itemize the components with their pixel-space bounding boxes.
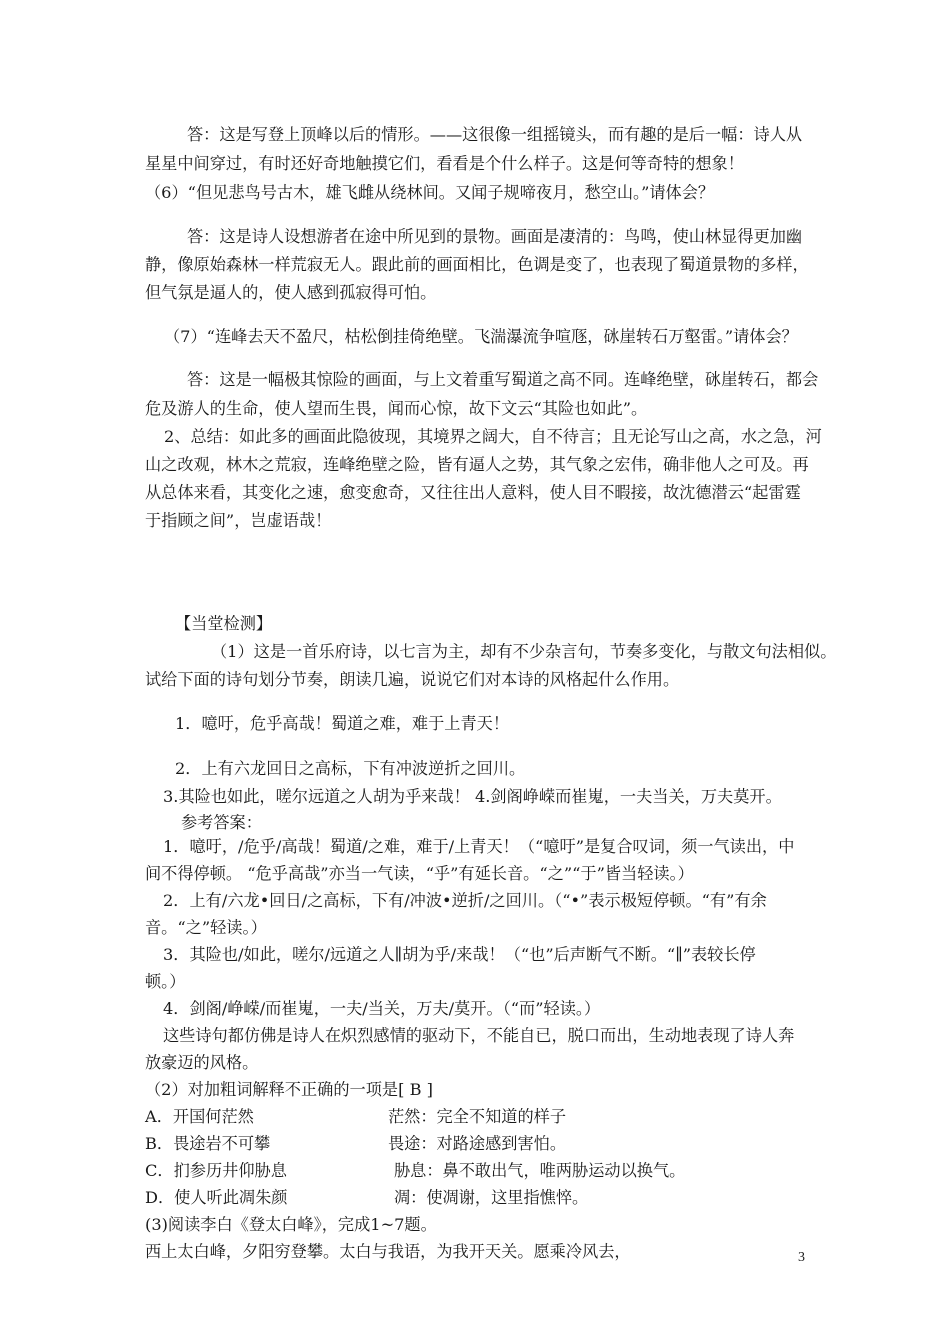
text-line: （1）这是一首乐府诗，以七言为主，却有不少杂言句，节奏多变化，与散文句法相似。 [211,642,837,661]
text-line: （7）“连峰去天不盈尺，枯松倒挂倚绝壁。飞湍瀑流争喧豗，砯崖转石万壑雷。”请体会？ [164,327,798,346]
text-line: 1．噫吁，危乎高哉！蜀道之难，难于上青天！ [175,714,510,733]
text-line: 答：这是写登上顶峰以后的情形。——这很像一组摇镜头，而有趣的是后一幅：诗人从 [187,125,803,144]
text-line: （6）“但见悲鸟号古木，雄飞雌从绕林间。又闻子规啼夜月，愁空山。”请体会？ [145,183,715,202]
option-d-explanation: 凋：使凋谢，这里指憔悴。 [394,1188,589,1207]
text-line: 从总体来看，其变化之速，愈变愈奇，又往往出人意料，使人目不暇接，故沈德潜云“起雷霆 [145,483,801,502]
poem-line: 西上太白峰，夕阳穷登攀。太白与我语，为我开天关。愿乘冷风去， [145,1242,631,1261]
option-a-explanation: 茫然：完全不知道的样子 [388,1107,567,1126]
text-line: 这些诗句都仿佛是诗人在炽烈感情的驱动下，不能自已，脱口而出，生动地表现了诗人奔 [163,1026,795,1045]
text-line: 2．上有/六龙•回日/之高标，下有/冲波•逆折/之回川。（“•”表示极短停顿。“有”有余 [163,891,767,910]
option-a: A．开国何茫然 [145,1107,254,1126]
text-line: 3．其险也/如此，嗟尔/远道之人∥胡为乎/来哉！（“也”后声断气不断。“∥”表较长停 [163,945,756,964]
text-line: 静，像原始森林一样荒寂无人。跟此前的画面相比，色调是变了，也表现了蜀道景物的多样， [145,255,809,274]
text-line: 危及游人的生命，使人望而生畏，闻而心惊，故下文云“其险也如此”。 [145,399,648,418]
option-c-explanation: 胁息：鼻不敢出气，唯两胁运动以换气。 [394,1161,686,1180]
page-number: 3 [798,1250,805,1265]
option-c: C．扪参历井仰胁息 [145,1161,287,1180]
text-line: 于指顾之间”，岂虚语哉！ [145,511,332,530]
text-line: 4．剑阁/峥嵘/而崔嵬，一夫/当关，万夫/莫开。（“而”轻读。） [163,999,601,1018]
text-line: 顿。） [145,972,186,991]
text-line: 试给下面的诗句划分节奏，朗读几遍，说说它们对本诗的风格起什么作用。 [145,670,680,689]
section-heading: 【当堂检测】 [175,614,273,633]
text-line: 但气氛是逼人的，使人感到孤寂得可怕。 [145,283,437,302]
option-b-explanation: 畏途：对路途感到害怕。 [388,1134,567,1153]
text-line: 星星中间穿过，有时还好奇地触摸它们，看看是个什么样子。这是何等奇特的想象！ [145,154,744,173]
text-line: 间不得停顿。 “危乎高哉”亦当一气读，“乎”有延长音。“之”“于”皆当轻读。） [145,864,694,883]
text-line: 1．噫吁，/危乎/高哉！蜀道/之难，难于/上青天！（“噫吁”是复合叹词，须一气读出，中 [163,837,795,856]
text-line: 2．上有六龙回日之高标，下有冲波逆折之回川。 [175,759,526,778]
option-d: D．使人听此凋朱颜 [145,1188,288,1207]
text-line: 答：这是一幅极其惊险的画面，与上文着重写蜀道之高不同。连峰绝壁，砯崖转石，都会 [187,370,819,389]
text-line: 放豪迈的风格。 [145,1053,259,1072]
text-line: 2、总结：如此多的画面此隐彼现，其境界之阔大，自不待言；且无论写山之高，水之急，河 [164,427,822,446]
option-b: B．畏途岩不可攀 [145,1134,271,1153]
text-line: 答：这是诗人设想游者在途中所见到的景物。画面是凄清的：鸟鸣，使山林显得更加幽 [187,227,803,246]
text-line: 3.其险也如此，嗟尔远道之人胡为乎来哉！ 4.剑阁峥嵘而崔嵬，一夫当关，万夫莫开。 [163,787,782,806]
text-line: 参考答案： [181,813,262,832]
question-2: （2）对加粗词解释不正确的一项是[ B ] [145,1080,433,1099]
text-line: 音。“之”轻读。） [145,918,267,937]
question-3: (3)阅读李白《登太白峰》，完成1~7题。 [145,1215,437,1234]
text-line: 山之改观，林木之荒寂，连峰绝壁之险，皆有逼人之势，其气象之宏伟，确非他人之可及。再 [145,455,809,474]
